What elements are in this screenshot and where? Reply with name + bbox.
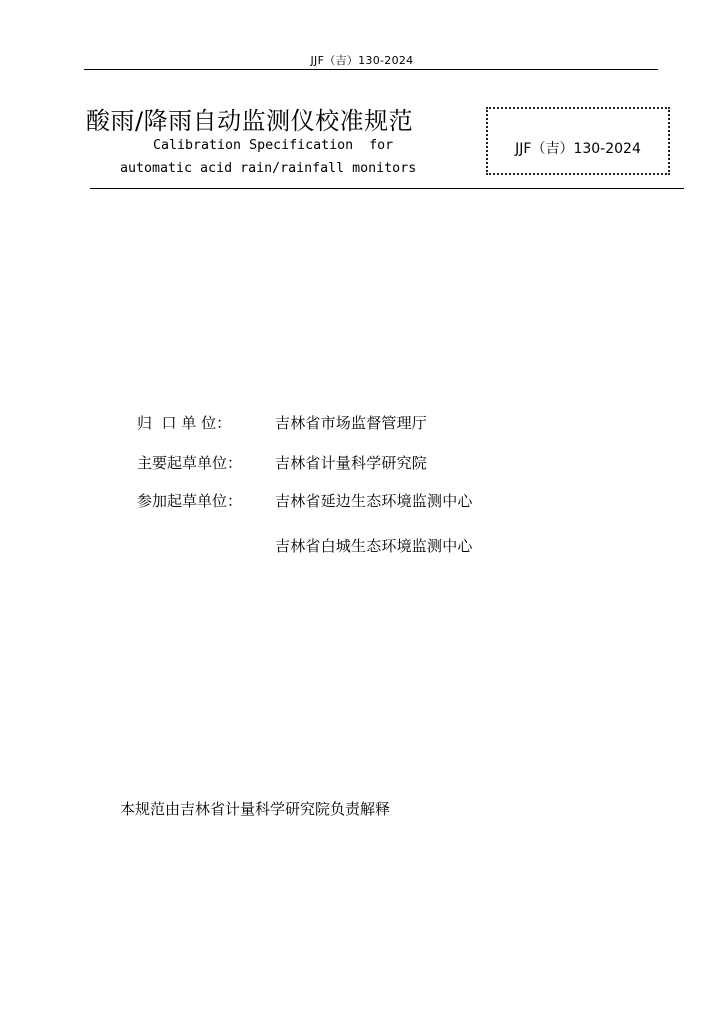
org-value-participating-drafter-2: 吉林省白城生态环境监测中心 — [275, 537, 473, 555]
org-label-responsible: 归 口 单 位： — [137, 414, 232, 432]
org-value-participating-drafter-1: 吉林省延边生态环境监测中心 — [275, 492, 473, 510]
header-standard-code: JJF（吉）130-2024 — [310, 54, 414, 67]
title-divider — [90, 188, 684, 189]
document-title-chinese: 酸雨/降雨自动监测仪校准规范 — [86, 107, 414, 135]
document-title-english-line1: Calibration Specification for — [153, 138, 394, 153]
standard-code-box — [486, 107, 670, 175]
document-title-english-line2: automatic acid rain/rainfall monitors — [120, 161, 417, 176]
header-divider — [84, 69, 658, 70]
org-value-responsible: 吉林省市场监督管理厅 — [275, 414, 428, 432]
org-value-main-drafter: 吉林省计量科学研究院 — [275, 454, 428, 472]
interpretation-note: 本规范由吉林省计量科学研究院负责解释 — [120, 800, 391, 818]
org-label-main-drafter: 主要起草单位： — [137, 454, 243, 472]
standard-code-box-text: JJF（吉）130-2024 — [515, 141, 641, 157]
org-label-participating-drafter: 参加起草单位： — [137, 492, 243, 510]
